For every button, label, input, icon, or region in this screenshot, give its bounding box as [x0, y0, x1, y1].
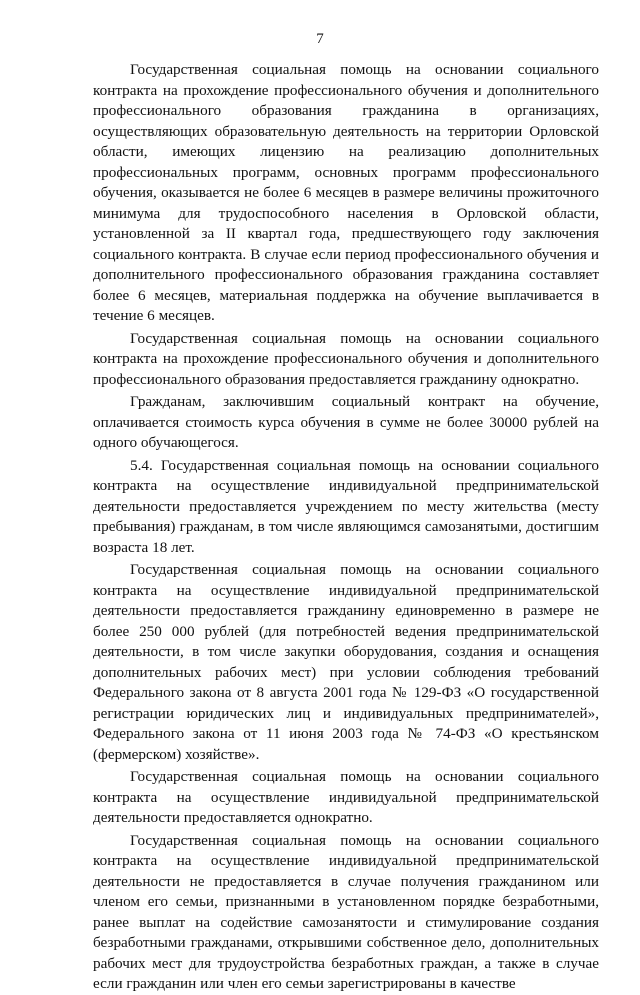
paragraph-training-assistance-once: Государственная социальная помощь на основании социального контракта на прохождение профессионального обучения и дополнительного профессионального образования предоставляется гражданину однократно.	[93, 329, 599, 388]
document-body	[93, 60, 599, 995]
paragraph-business-assistance-once: Государственная социальная помощь на основании социального контракта на осуществление индивидуальной предпринимательской деятельности предоставляется однократно.	[93, 768, 599, 826]
paragraph-training-assistance-amount: Государственная социальная помощь на основании социального контракта на прохождение профессионального обучения и дополнительного профессионального образования гражданина в организациях, осуществляющих образовательную деятельность на территории Орловской области, имеющих лицензию на реализацию дополнительных профессиональных программ, основных программ профессионального обучения, оказывается не более 6 месяцев в размере величины прожиточного минимума для трудоспособного населения в Орловской области, установленной за II квартал года, предшествующего году заключения социального контракта. В случае если период профессионального обучения и дополнительного профессионального образования гражданина составляет более 6 месяцев, материальная поддержка на обучение выплачивается в течение 6 месяцев.	[93, 61, 599, 324]
page-number: 7	[316, 31, 324, 47]
paragraph-business-assistance-exclusion: Государственная социальная помощь на основании социального контракта на осуществление индивидуальной предпринимательской деятельности не предоставляется в случае получения гражданином или членом его семьи, признанными в установленном порядке безработными, ранее выплат на содействие самозанятости и стимулирование создания безработными гражданами, открывшими собственное дело, дополнительных рабочих мест для трудоустройства безработных граждан, а также в случае если гражданин или член его семьи зарегистрированы в качестве	[93, 831, 599, 992]
paragraph-clause-5-4: 5.4. Государственная социальная помощь на основании социального контракта на осуществление индивидуальной предпринимательской деятельности предоставляется учреждением по месту жительства (месту пребывания) гражданам, в том числе являющимся самозанятыми, достигшим возраста 18 лет.	[93, 456, 599, 556]
paragraph-training-course-cost: Гражданам, заключившим социальный контракт на обучение, оплачивается стоимость курса обучения в сумме не более 30000 рублей на одного обучающегося.	[93, 393, 599, 451]
paragraph-business-assistance-amount: Государственная социальная помощь на основании социального контракта на осуществление индивидуальной предпринимательской деятельности предоставляется гражданину единовременно в размере не более 250 000 рублей (для потребностей ведения предпринимательской деятельности, в том числе закупки оборудования, создания и оснащения дополнительных рабочих мест) при условии соблюдения требований Федерального закона от 8 августа 2001 года № 129-ФЗ «О государственной регистрации юридических лиц и индивидуальных предпринимателей», Федерального закона от 11 июня 2003 года № 74-ФЗ «О крестьянском (фермерском) хозяйстве».	[93, 561, 599, 763]
